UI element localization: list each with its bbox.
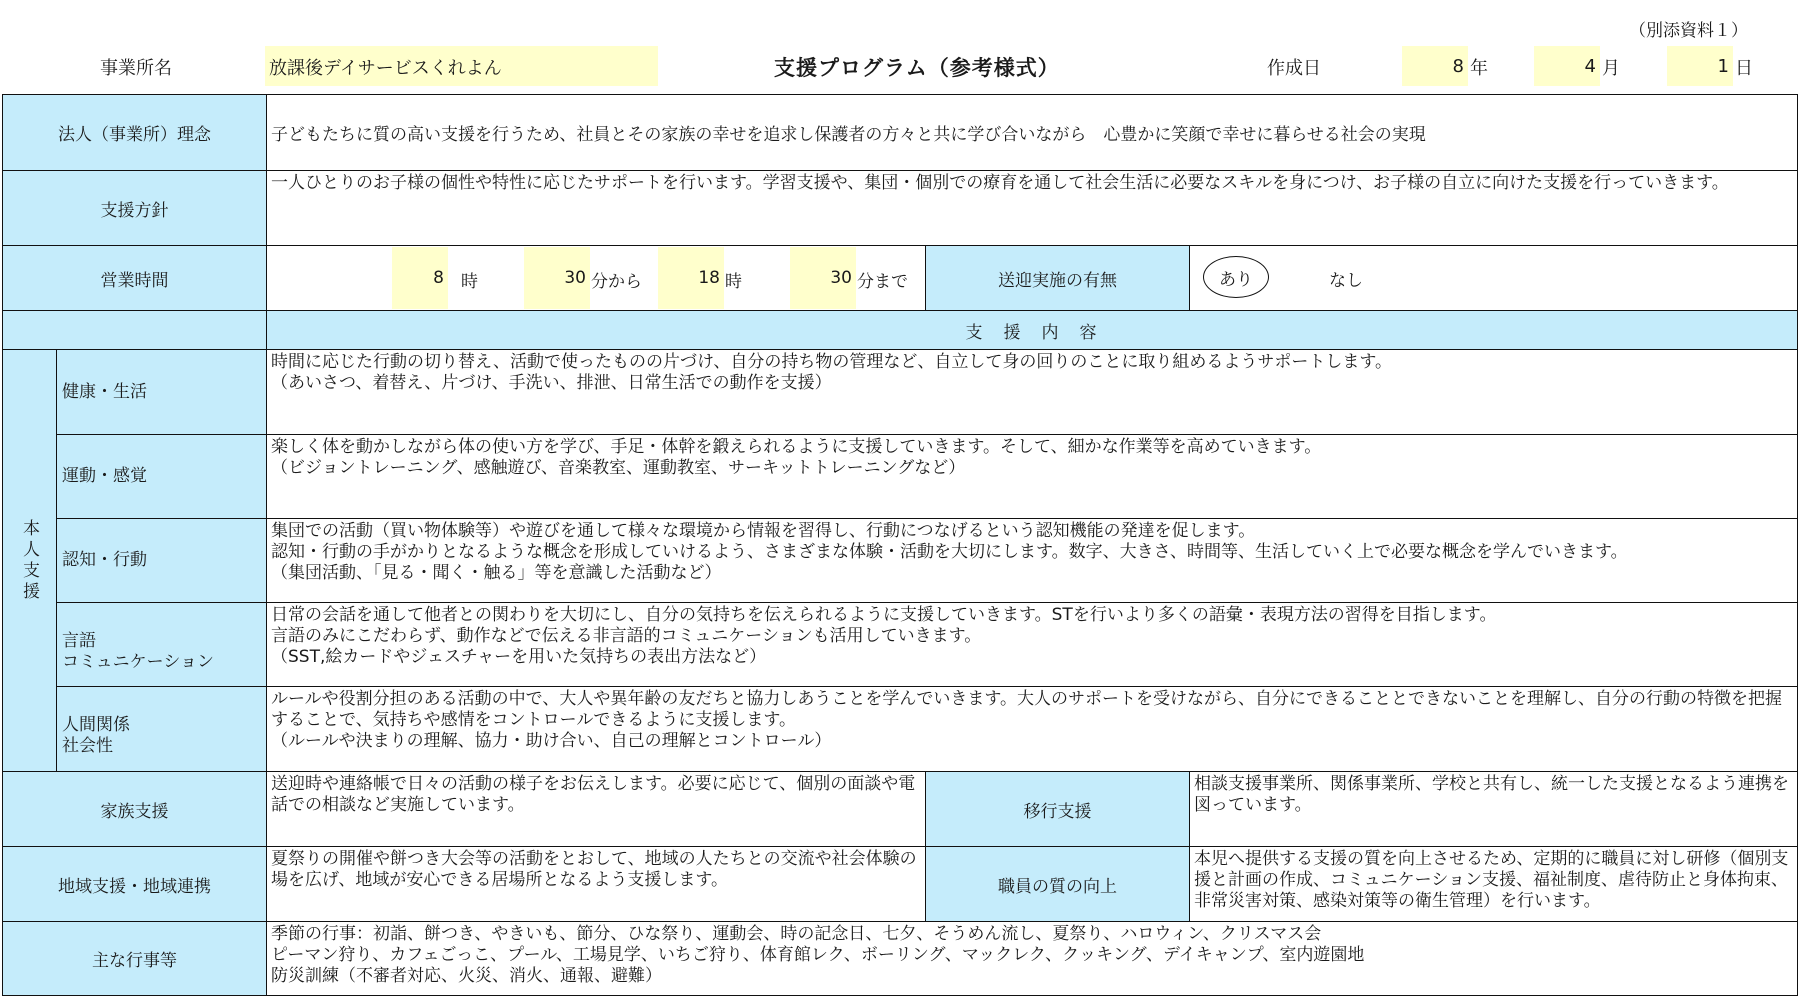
facility-name-field[interactable]: 放課後デイサービスくれよん xyxy=(265,46,658,86)
health-life-text: 時間に応じた行動の切り替え、活動で使ったものの片づけ、自分の持ち物の管理など、自立して身の回りのことに取り組めるようサポートします。 （あいさつ、着替え、片づけ、手洗い、排泄、日常生活での動作を支援） xyxy=(266,349,1798,435)
transport-no-option[interactable]: なし xyxy=(1329,271,1363,291)
month-unit: 月 xyxy=(1602,58,1620,79)
events-text: 季節の行事：初詣、餅つき、やきいも、節分、ひな祭り、運動会、時の記念日、七夕、そうめん流し、夏祭り、ハロウィン、クリスマス会 ピーマン狩り、カフェごっこ、プール、工場見学、いちご狩り、体育館レク、ボーリング、マックレク、クッキング、デイキャンプ、室内遊園地 防災訓練（不審者対応、火災、消火、通報、避難） xyxy=(266,921,1798,996)
staff-quality-text: 本児へ提供する支援の質を向上させるため、定期的に職員に対し研修（個別支援と計画の作成、コミュニケーション支援、福祉制度、虐待防止と身体拘束、非常災害対策、感染対策等の衛生管理）を行います。 xyxy=(1189,846,1798,922)
from-unit: 分から xyxy=(591,272,642,292)
transition-support-text: 相談支援事業所、関係事業所、学校と共有し、統一した支援となるよう連携を図っています。 xyxy=(1189,771,1798,847)
hours-label: 営業時間 xyxy=(2,245,267,311)
year-field[interactable]: 8 xyxy=(1402,46,1468,86)
personal-support-label-text: 本人支援 xyxy=(19,518,39,603)
policy-label: 支援方針 xyxy=(2,170,267,246)
month-field[interactable]: 4 xyxy=(1534,46,1600,86)
motor-sensory-text: 楽しく体を動かしながら体の使い方を学び、手足・体幹を鍛えられるように支援していきます。そして、細かな作業等を高めていきます。 （ビジョントレーニング、感触遊び、音楽教室、運動教室、サーキットトレーニングなど） xyxy=(266,434,1798,519)
transport-cell xyxy=(1189,245,1798,311)
social-relations-label: 人間関係 社会性 xyxy=(56,686,267,772)
year-unit: 年 xyxy=(1470,58,1488,79)
transport-yes-label: あり xyxy=(1219,269,1253,290)
transport-label: 送迎実施の有無 xyxy=(925,245,1190,311)
hours-cell xyxy=(266,245,926,311)
language-communication-label: 言語 コミュニケーション xyxy=(56,602,267,687)
page-title: 支援プログラム（参考様式） xyxy=(774,56,1060,80)
end-hour-field[interactable]: 18 xyxy=(658,247,724,309)
end-minute-field[interactable]: 30 xyxy=(790,247,856,309)
hour-unit-1: 時 xyxy=(461,272,478,292)
date-label: 作成日 xyxy=(1267,58,1321,79)
health-life-label: 健康・生活 xyxy=(56,349,267,435)
philosophy-text: 子どもたちに質の高い支援を行うため、社員とその家族の幸せを追求し保護者の方々と共に学び合いながら 心豊かに笑顔で幸せに暮らせる社会の実現 xyxy=(266,94,1798,171)
community-support-label: 地域支援・地域連携 xyxy=(2,846,267,922)
philosophy-label: 法人（事業所）理念 xyxy=(2,94,267,171)
appendix-note: （別添資料１） xyxy=(1629,21,1748,41)
day-unit: 日 xyxy=(1735,58,1753,79)
motor-sensory-label: 運動・感覚 xyxy=(56,434,267,519)
hour-unit-2: 時 xyxy=(725,272,742,292)
start-hour-field[interactable]: 8 xyxy=(392,247,448,309)
cognition-behavior-label: 認知・行動 xyxy=(56,518,267,603)
support-content-heading: 支 援 内 容 xyxy=(266,310,1798,350)
facility-label: 事業所名 xyxy=(100,58,172,79)
language-communication-text: 日常の会話を通して他者との関わりを大切にし、自分の気持ちを伝えられるように支援していきます。STを行いより多くの語彙・表現方法の習得を目指します。 言語のみにこだわらず、動作などで伝える非言語的コミュニケーションも活用していきます。 （SST,絵カードやジェスチャーを用いた気持ちの表出方法など） xyxy=(266,602,1798,687)
family-support-text: 送迎時や連絡帳で日々の活動の様子をお伝えします。必要に応じて、個別の面談や電話での相談など実施しています。 xyxy=(266,771,926,847)
community-support-text: 夏祭りの開催や餅つき大会等の活動をとおして、地域の人たちとの交流や社会体験の場を広げ、地域が安心できる居場所となるよう支援します。 xyxy=(266,846,926,922)
start-minute-field[interactable]: 30 xyxy=(524,247,590,309)
events-label: 主な行事等 xyxy=(2,921,267,996)
personal-support-label xyxy=(2,349,57,772)
support-content-spacer xyxy=(2,310,267,350)
staff-quality-label: 職員の質の向上 xyxy=(925,846,1190,922)
family-support-label: 家族支援 xyxy=(2,771,267,847)
transport-yes-option[interactable] xyxy=(1203,256,1269,298)
cognition-behavior-text: 集団での活動（買い物体験等）や遊びを通して様々な環境から情報を習得し、行動につなげるという認知機能の発達を促します。 認知・行動の手がかりとなるような概念を形成していけるよう、さまざまな体験・活動を大切にします。数字、大きさ、時間等、生活していく上で必要な概念を学んでいきます。 （集団活動、「見る・聞く・触る」等を意識した活動など） xyxy=(266,518,1798,603)
transition-support-label: 移行支援 xyxy=(925,771,1190,847)
day-field[interactable]: 1 xyxy=(1667,46,1733,86)
policy-text: 一人ひとりのお子様の個性や特性に応じたサポートを行います。学習支援や、集団・個別での療育を通して社会生活に必要なスキルを身につけ、お子様の自立に向けた支援を行っていきます。 xyxy=(266,170,1798,246)
social-relations-text: ルールや役割分担のある活動の中で、大人や異年齢の友だちと協力しあうことを学んでいきます。大人のサポートを受けながら、自分にできることとできないことを理解し、自分の行動の特徴を把握することで、気持ちや感情をコントロールできるように支援します。 （ルールや決まりの理解、協力・助け合い、自己の理解とコントロール） xyxy=(266,686,1798,772)
until-unit: 分まで xyxy=(857,272,908,292)
